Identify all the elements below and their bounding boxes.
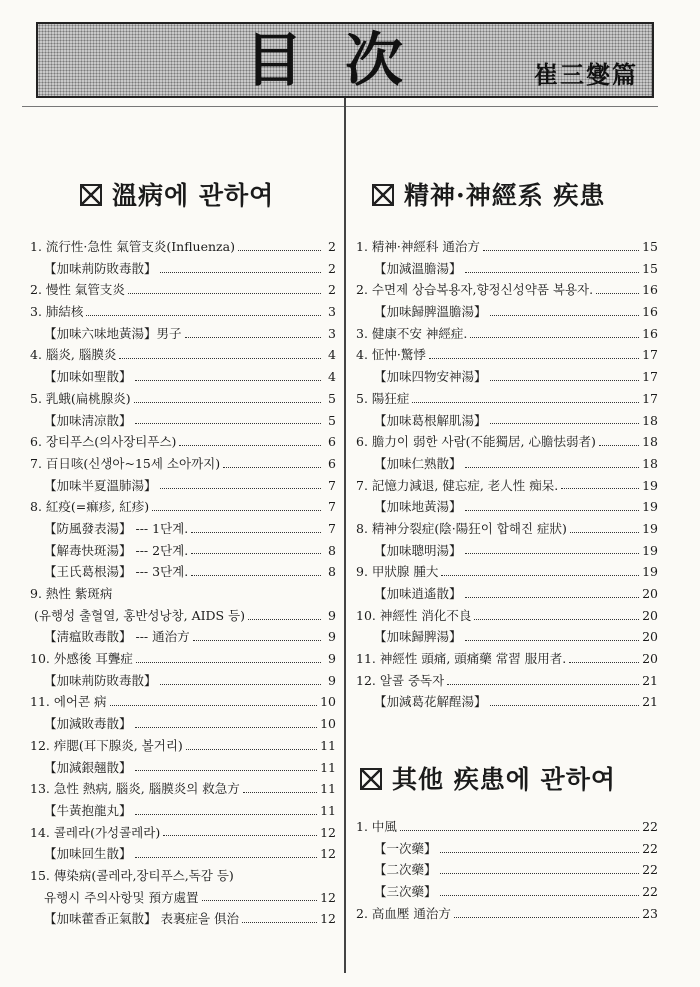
toc-entry-title: 【加減溫膽湯】 [374, 260, 462, 276]
dot-leader [440, 894, 640, 896]
toc-entry[interactable] [30, 822, 336, 844]
dot-leader [110, 704, 318, 706]
toc-entry-page: 5 [328, 390, 336, 406]
toc-entry-page: 10 [320, 694, 336, 710]
toc-entry[interactable] [356, 648, 658, 670]
dot-leader [248, 618, 321, 620]
toc-entry-title: 【加味歸脾溫膽湯】 [374, 304, 487, 320]
dot-leader [191, 574, 321, 576]
dot-leader [490, 704, 640, 706]
toc-entry-page: 4 [328, 347, 336, 363]
toc-entry-page: 16 [642, 282, 658, 298]
toc-entry-title: 12. 알콜 중독자 [356, 672, 445, 688]
toc-entry-title: 7. 百日咳(신생아~15세 소아까지) [30, 455, 221, 471]
toc-entry[interactable] [30, 605, 336, 627]
toc-entry-page: 22 [642, 884, 658, 900]
dot-leader [160, 271, 321, 273]
dot-leader [119, 357, 321, 359]
toc-entry-title: 3. 肺結核 [30, 304, 84, 320]
toc-entry[interactable] [356, 859, 658, 881]
dot-leader [474, 618, 639, 620]
toc-entry-title: 【二次藥】 [374, 862, 437, 878]
section-title-text: 其他 疾患에 관하여 [392, 765, 617, 794]
toc-entry-title: 4. 怔忡·驚悸 [356, 347, 426, 363]
toc-entry-title: 【淸瘟敗毒散】 --- 通治方 [44, 629, 190, 645]
toc-entry-title: 4. 腦炎, 腦膜炎 [30, 347, 117, 363]
section-title-text: 溫病에 관하여 [112, 181, 275, 210]
dot-leader [238, 249, 321, 251]
toc-entry-title: 【加味荊防敗毒散】 [44, 260, 157, 276]
dot-leader [465, 466, 640, 468]
section-title-warm-disease [80, 176, 274, 212]
toc-entry-title: 11. 에어콘 病 [30, 694, 107, 710]
toc-entry-page: 9 [328, 651, 336, 667]
toc-entry-page: 4 [328, 369, 336, 385]
toc-entry-title: 13. 急性 熱病, 腦炎, 腦膜炎의 救急方 [30, 781, 240, 797]
dot-leader [135, 769, 318, 771]
dot-leader [135, 379, 321, 381]
toc-entry-page: 18 [642, 412, 658, 428]
dot-leader [191, 531, 321, 533]
toc-entry[interactable] [356, 475, 658, 497]
toc-entry[interactable] [30, 648, 336, 670]
toc-entry[interactable] [356, 366, 658, 388]
toc-entry-title: 6. 膽力이 弱한 사람(不能獨居, 心膽怯弱者) [356, 434, 596, 450]
dot-leader [441, 574, 639, 576]
dot-leader [465, 271, 640, 273]
toc-entry-page: 17 [642, 347, 658, 363]
toc-entry[interactable] [30, 735, 336, 757]
toc-entry-title: 【加味四物安神湯】 [374, 369, 487, 385]
dot-leader [465, 639, 640, 641]
toc-right-list [356, 236, 658, 713]
page-title: 目次 [244, 26, 445, 94]
toc-entry[interactable] [30, 518, 336, 540]
toc-entry-page: 8 [328, 564, 336, 580]
toc-entry[interactable] [30, 301, 336, 323]
toc-entry[interactable] [30, 258, 336, 280]
toc-left-list [30, 236, 336, 930]
toc-entry-title: 【加減葛花解酲湯】 [374, 694, 487, 710]
boxed-x-icon [360, 768, 382, 790]
toc-entry-page: 7 [328, 477, 336, 493]
toc-entry-title: 【加味荊防敗毒散】 [44, 672, 157, 688]
dot-leader [470, 336, 639, 338]
toc-entry-page: 21 [642, 694, 658, 710]
toc-entry-title: 2. 高血壓 通治方 [356, 905, 451, 921]
dot-leader [454, 916, 639, 918]
toc-entry-page: 11 [320, 759, 336, 775]
toc-entry-page: 6 [328, 434, 336, 450]
toc-entry-title: 【解毒快斑湯】 --- 2단계. [44, 542, 189, 558]
toc-entry-page: 22 [642, 840, 658, 856]
toc-entry[interactable] [30, 323, 336, 345]
dot-leader [465, 552, 640, 554]
dot-leader [447, 683, 639, 685]
toc-entry-page: 11 [320, 737, 336, 753]
toc-entry[interactable] [30, 800, 336, 822]
dot-leader [596, 292, 639, 294]
toc-entry-page: 9 [328, 629, 336, 645]
dot-leader [186, 748, 317, 750]
toc-entry-title: 【加味仁熟散】 [374, 455, 462, 471]
toc-entry-page: 16 [642, 304, 658, 320]
title-banner [36, 22, 654, 98]
dot-leader [86, 314, 321, 316]
toc-entry[interactable] [30, 691, 336, 713]
toc-entry-title: 【加味六味地黃湯】男子 [44, 325, 182, 341]
toc-entry-page: 19 [642, 499, 658, 515]
dot-leader [400, 829, 639, 831]
toc-entry[interactable] [356, 518, 658, 540]
toc-entry[interactable] [356, 605, 658, 627]
dot-leader [490, 422, 640, 424]
toc-entry-page: 15 [642, 260, 658, 276]
toc-entry-page: 11 [320, 802, 336, 818]
toc-entry-page: 19 [642, 542, 658, 558]
toc-entry-title: 【加味歸脾湯】 [374, 629, 462, 645]
toc-entry-page: 12 [320, 889, 336, 905]
toc-entry-page: 3 [328, 325, 336, 341]
toc-entry-title: 14. 콜레라(가성콜레라) [30, 824, 161, 840]
toc-entry-page: 2 [328, 239, 336, 254]
dot-leader [243, 791, 317, 793]
section-title-other [360, 760, 616, 796]
dot-leader [160, 683, 321, 685]
toc-entry[interactable] [30, 431, 336, 453]
toc-entry-title: 【加味半夏溫肺湯】 [44, 477, 157, 493]
toc-entry[interactable] [30, 475, 336, 497]
toc-entry-page: 22 [642, 862, 658, 878]
toc-entry-page: 5 [328, 412, 336, 428]
dot-leader [191, 552, 321, 554]
toc-entry-page: 10 [320, 716, 336, 732]
toc-entry-page: 18 [642, 434, 658, 450]
toc-entry-title: 10. 神經性 消化不良 [356, 607, 472, 623]
boxed-x-icon [80, 184, 102, 206]
toc-entry[interactable] [356, 431, 658, 453]
toc-entry-title: 5. 乳蛾(扁桃腺炎) [30, 390, 131, 406]
toc-entry[interactable] [356, 410, 658, 432]
toc-entry-title: 10. 外感後 耳聾症 [30, 651, 133, 667]
dot-leader [193, 639, 321, 641]
toc-entry-page: 8 [328, 542, 336, 558]
toc-entry-title: 9. 甲狀腺 腫大 [356, 564, 439, 580]
toc-entry[interactable] [30, 496, 336, 518]
toc-entry-title: 1. 中風 [356, 819, 397, 834]
toc-entry-page: 20 [642, 651, 658, 667]
toc-entry[interactable] [30, 388, 336, 410]
dot-leader [163, 834, 317, 836]
toc-entry[interactable] [356, 344, 658, 366]
dot-leader [128, 292, 321, 294]
toc-entry-title: 2. 慢性 氣管支炎 [30, 282, 125, 298]
toc-entry-page: 19 [642, 477, 658, 493]
toc-entry[interactable] [30, 757, 336, 779]
toc-entry[interactable] [356, 583, 658, 605]
toc-entry-page: 18 [642, 455, 658, 471]
toc-entry-title: 【防風發表湯】 --- 1단계. [44, 520, 189, 536]
dot-leader [412, 401, 639, 403]
toc-entry[interactable] [356, 453, 658, 475]
boxed-x-icon [372, 184, 394, 206]
toc-entry-title: 【一次藥】 [374, 840, 437, 856]
toc-entry[interactable] [30, 626, 336, 648]
toc-entry-title: 3. 健康不安 神經症. [356, 325, 468, 341]
toc-entry[interactable] [30, 344, 336, 366]
toc-entry-page: 21 [642, 672, 658, 688]
horizontal-divider [22, 106, 658, 107]
toc-entry[interactable] [356, 626, 658, 648]
toc-entry-page: 19 [642, 564, 658, 580]
toc-entry-page: 20 [642, 629, 658, 645]
toc-entry[interactable] [30, 279, 336, 301]
toc-entry-page: 20 [642, 586, 658, 601]
dot-leader [135, 726, 318, 728]
toc-entry-page: 11 [320, 781, 336, 797]
toc-entry-title: (유행성 출혈열, 홍반성낭창, AIDS 등) [34, 607, 246, 623]
dot-leader [440, 851, 640, 853]
dot-leader [465, 509, 640, 511]
toc-entry-title: 【王氏葛根湯】 --- 3단계. [44, 564, 189, 580]
toc-entry[interactable] [30, 670, 336, 692]
toc-entry[interactable] [356, 691, 658, 713]
toc-entry-title: 【加味如聖散】 [44, 369, 132, 385]
toc-entry-title: 【加味淸凉散】 [44, 412, 132, 428]
toc-entry-page: 15 [642, 239, 658, 254]
toc-entry-page: 12 [320, 846, 336, 862]
toc-entry[interactable] [30, 583, 336, 605]
column-divider [344, 98, 346, 973]
toc-entry-title: 11. 神經性 頭痛, 頭痛藥 常習 服用者. [356, 651, 567, 667]
toc-entry-title: 【牛黃抱龍丸】 [44, 802, 132, 818]
toc-entry-title: 12. 痄腮(耳下腺炎, 볼거리) [30, 737, 183, 753]
toc-entry-title: 【加味地黃湯】 [374, 499, 462, 515]
toc-entry-title: 【加減銀翹散】 [44, 759, 132, 775]
dot-leader [136, 661, 321, 663]
dot-leader [490, 379, 640, 381]
dot-leader [569, 661, 639, 663]
toc-entry-page: 22 [642, 819, 658, 834]
toc-entry-title: 15. 傳染病(콜레라,장티푸스,독감 등) [30, 867, 234, 883]
toc-entry-title: 1. 精神·神經科 通治方 [356, 239, 480, 254]
toc-entry-title: 유행시 주의사항및 預方處置 [44, 889, 199, 905]
section-title-text: 精神·神經系 疾患 [404, 181, 606, 210]
toc-entry[interactable] [30, 236, 336, 258]
toc-entry-page: 9 [328, 672, 336, 688]
toc-entry-title: 2. 수면제 상습복용자,향정신성약품 복용자. [356, 282, 594, 298]
toc-entry[interactable] [356, 561, 658, 583]
toc-entry[interactable] [356, 670, 658, 692]
toc-entry[interactable] [30, 908, 336, 930]
toc-entry[interactable] [30, 713, 336, 735]
dot-leader [135, 813, 318, 815]
toc-entry[interactable] [30, 561, 336, 583]
dot-leader [440, 872, 640, 874]
toc-entry-title: 8. 精神分裂症(陰·陽狂이 합해진 症狀) [356, 520, 567, 536]
dot-leader [135, 422, 321, 424]
toc-right-list-2 [356, 816, 658, 924]
toc-entry[interactable] [356, 838, 658, 860]
toc-entry-page: 12 [320, 824, 336, 840]
toc-entry-page: 9 [328, 607, 336, 623]
toc-entry-title: 5. 陽狂症 [356, 390, 410, 406]
toc-entry-title: 【加味逍遙散】 [374, 586, 462, 601]
toc-entry[interactable] [356, 236, 658, 258]
toc-entry-page: 20 [642, 607, 658, 623]
toc-entry-title: 【加味葛根解肌湯】 [374, 412, 487, 428]
dot-leader [152, 509, 321, 511]
toc-entry-page: 7 [328, 499, 336, 515]
dot-leader [561, 487, 639, 489]
toc-entry-page: 16 [642, 325, 658, 341]
dot-leader [429, 357, 639, 359]
toc-entry-page: 2 [328, 260, 336, 276]
toc-entry-page: 17 [642, 390, 658, 406]
toc-entry[interactable] [356, 388, 658, 410]
toc-entry-page: 3 [328, 304, 336, 320]
section-title-neuro [372, 176, 605, 212]
toc-entry[interactable] [30, 410, 336, 432]
dot-leader [179, 444, 321, 446]
dot-leader [134, 401, 321, 403]
toc-entry[interactable] [356, 258, 658, 280]
toc-entry[interactable] [356, 881, 658, 903]
toc-entry-title: 7. 記憶力減退, 健忘症, 老人性 痴呆. [356, 477, 559, 493]
author-name: 崔三燮篇 [534, 60, 638, 89]
toc-entry-title: 【加味回生散】 [44, 846, 132, 862]
toc-entry[interactable] [30, 887, 336, 909]
toc-entry[interactable] [356, 540, 658, 562]
toc-entry-title: 【加減敗毒散】 [44, 716, 132, 732]
toc-entry[interactable] [356, 301, 658, 323]
toc-entry-page: 2 [328, 282, 336, 298]
dot-leader [570, 531, 639, 533]
toc-entry-title: 1. 流行性·急性 氣管支炎(Influenza) [30, 239, 235, 254]
toc-entry[interactable] [30, 540, 336, 562]
dot-leader [599, 444, 639, 446]
toc-entry[interactable] [30, 843, 336, 865]
dot-leader [223, 466, 321, 468]
toc-entry[interactable] [356, 496, 658, 518]
toc-entry[interactable] [30, 453, 336, 475]
toc-entry-page: 23 [642, 905, 658, 921]
dot-leader [242, 921, 317, 923]
toc-entry-title: 9. 熱性 紫斑病 [30, 586, 113, 601]
toc-entry-page: 19 [642, 520, 658, 536]
dot-leader [160, 487, 321, 489]
toc-entry-title: 8. 紅疫(=痲疹, 紅疹) [30, 499, 150, 515]
toc-entry[interactable] [356, 279, 658, 301]
toc-entry-page: 12 [320, 911, 336, 927]
toc-entry-page: 7 [328, 520, 336, 536]
dot-leader [490, 314, 640, 316]
toc-entry-page: 17 [642, 369, 658, 385]
toc-entry[interactable] [30, 366, 336, 388]
dot-leader [202, 899, 318, 901]
toc-entry[interactable] [30, 778, 336, 800]
dot-leader [465, 596, 640, 598]
toc-entry[interactable] [356, 816, 658, 838]
toc-entry-title: 【加味藿香正氣散】 表裏症을 俱治 [44, 911, 240, 927]
toc-entry[interactable] [356, 903, 658, 925]
dot-leader [483, 249, 639, 251]
toc-entry[interactable] [356, 323, 658, 345]
toc-entry[interactable] [30, 865, 336, 887]
dot-leader [135, 856, 318, 858]
toc-entry-page: 6 [328, 455, 336, 471]
dot-leader [185, 336, 321, 338]
toc-entry-title: 6. 장티푸스(의사장티푸스) [30, 434, 177, 450]
toc-entry-title: 【三次藥】 [374, 884, 437, 900]
toc-entry-title: 【加味聰明湯】 [374, 542, 462, 558]
